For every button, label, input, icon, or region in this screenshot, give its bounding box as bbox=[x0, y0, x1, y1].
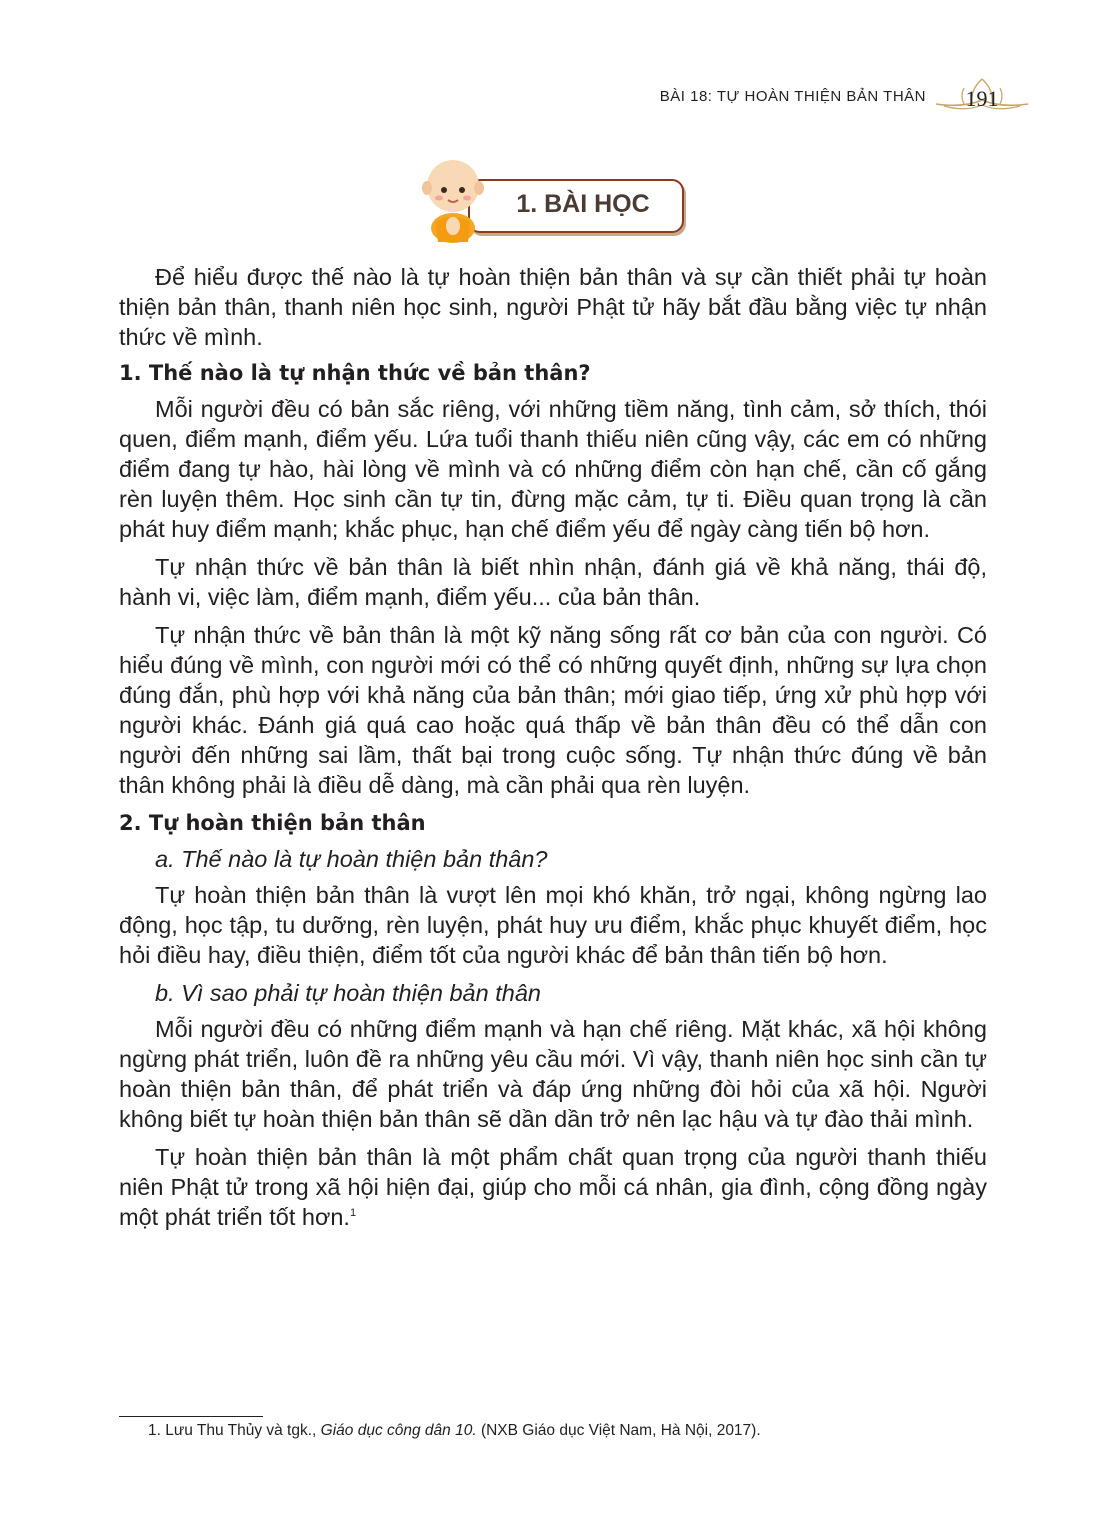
subheading-a: a. Thế nào là tự hoàn thiện bản thân? bbox=[155, 846, 548, 872]
footnote bbox=[148, 1422, 761, 1440]
subheading-b: b. Vì sao phải tự hoàn thiện bản thân bbox=[155, 980, 541, 1006]
page-number: 191 bbox=[965, 86, 999, 111]
footnote-divider bbox=[119, 1416, 263, 1417]
page-header bbox=[660, 78, 1030, 114]
heading-self-improvement: 2. Tự hoàn thiện bản thân bbox=[119, 811, 426, 835]
paragraph-3: Tự nhận thức về bản thân là một kỹ năng sống rất cơ bản của con người. Có hiểu đúng về mình, con người mới có thể có những quyết định, những sự lựa chọn đúng đắn, phù hợp với khả năng của bản thân; mới giao tiếp, ứng xử phù hợp với người khác. Đánh giá quá cao hoặc quá thấp về bản thân đều có thể dẫn con người đến những sai lầm, thất bại trong cuộc sống. Tự nhận thức đúng về bản thân không phải là điều dễ dàng, mà cần phải qua rèn luyện. bbox=[119, 622, 987, 798]
paragraph-4: Tự hoàn thiện bản thân là vượt lên mọi khó khăn, trở ngại, không ngừng lao động, học tập, tu dưỡng, rèn luyện, phát huy ưu điểm, khắc phục khuyết điểm, học hỏi điều hay, điều thiện, điểm tốt của người khác để bản thân tiến bộ hơn. bbox=[119, 882, 987, 968]
lesson-content bbox=[119, 262, 987, 1240]
footnote-ref: 1 bbox=[349, 1207, 357, 1220]
paragraph-6 bbox=[119, 1142, 987, 1232]
footnote-suffix: (NXB Giáo dục Việt Nam, Hà Nội, 2017). bbox=[476, 1422, 761, 1439]
lesson-title: BÀI 18: TỰ HOÀN THIỆN BẢN THÂN bbox=[659, 87, 926, 105]
paragraph-5: Mỗi người đều có những điểm mạnh và hạn chế riêng. Mặt khác, xã hội không ngừng phát triển, luôn đề ra những yêu cầu mới. Vì vậy, thanh niên học sinh cần tự hoàn thiện bản thân, để phát triển và đáp ứng những đòi hỏi của xã hội. Người không biết tự hoàn thiện bản thân sẽ dần dần trở nên lạc hậu và tự đào thải mình. bbox=[119, 1016, 987, 1132]
paragraph-1: Mỗi người đều có bản sắc riêng, với những tiềm năng, tình cảm, sở thích, thói quen, điểm mạnh, điểm yếu. Lứa tuổi thanh thiếu niên cũng vậy, các em có những điểm đang tự hào, hài lòng về mình và có những điểm còn hạn chế, cần cố gắng rèn luyện thêm. Học sinh cần tự tin, đừng mặc cảm, tự ti. Điều quan trọng là cần phát huy điểm mạnh; khắc phục, hạn chế điểm yếu để ngày càng tiến bộ hơn. bbox=[119, 396, 987, 542]
heading-self-awareness: 1. Thế nào là tự nhận thức về bản thân? bbox=[119, 361, 591, 385]
section-title: 1. BÀI HỌC bbox=[516, 190, 650, 218]
monk-mascot-icon bbox=[418, 152, 488, 244]
footnote-book-title: Giáo dục công dân 10. bbox=[320, 1422, 477, 1439]
footnote-prefix: 1. Lưu Thu Thủy và tgk., bbox=[148, 1422, 321, 1439]
intro-paragraph: Để hiểu được thế nào là tự hoàn thiện bản thân và sự cần thiết phải tự hoàn thiện bản thân, thanh niên học sinh, người Phật tử hãy bắt đầu bằng việc tự nhận thức về mình. bbox=[119, 264, 987, 350]
page-number-badge bbox=[934, 78, 1030, 114]
section-banner bbox=[418, 152, 686, 244]
paragraph-6-text: Tự hoàn thiện bản thân là một phẩm chất quan trọng của người thanh thiếu niên Phật tử trong xã hội hiện đại, giúp cho mỗi cá nhân, gia đình, cộng đồng ngày một phát triển tốt hơn. bbox=[119, 1144, 987, 1230]
paragraph-2: Tự nhận thức về bản thân là biết nhìn nhận, đánh giá về khả năng, thái độ, hành vi, việc làm, điểm mạnh, điểm yếu... của bản thân. bbox=[119, 554, 987, 610]
